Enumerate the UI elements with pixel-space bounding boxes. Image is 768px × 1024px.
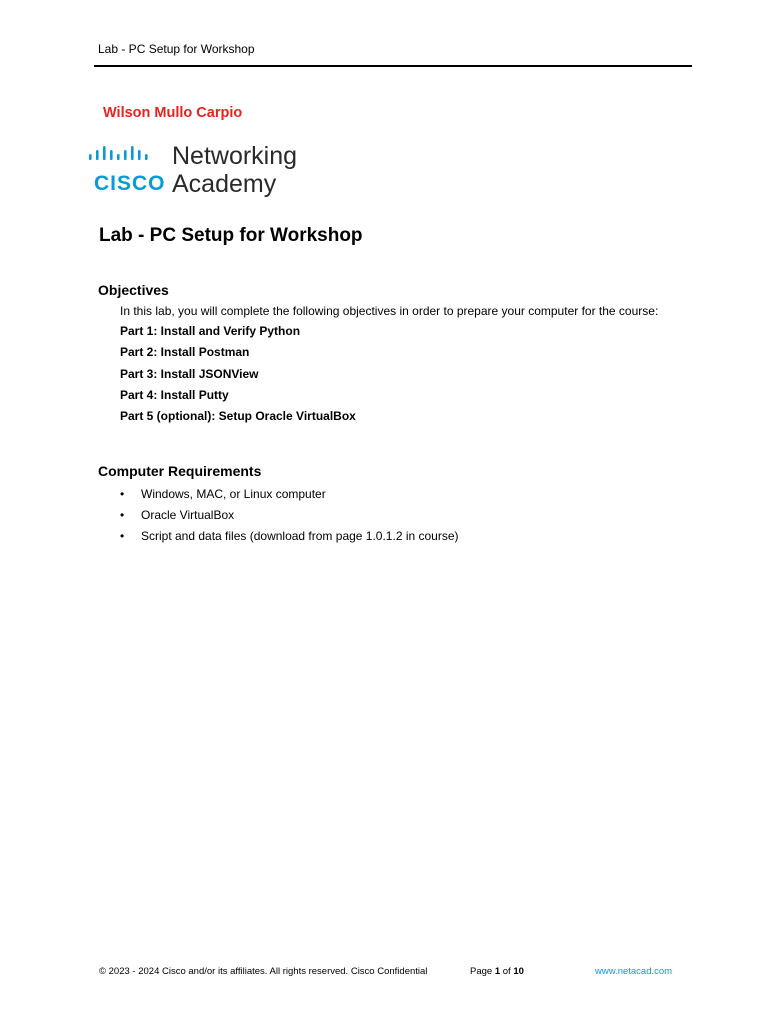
header-divider	[94, 65, 692, 67]
requirement-text: Script and data files (download from page 1.0.1.2 in course)	[141, 529, 459, 543]
requirements-list	[120, 487, 459, 550]
objective-part: Part 1: Install and Verify Python	[120, 324, 301, 338]
author-name: Wilson Mullo Carpio	[103, 105, 243, 121]
logo-cisco-text: CISCO	[94, 172, 166, 195]
objectives-heading: Objectives	[98, 282, 169, 298]
requirements-heading: Computer Requirements	[98, 463, 262, 479]
page-title: Lab - PC Setup for Workshop	[99, 225, 363, 246]
list-item	[120, 487, 459, 508]
bullet-icon: •	[120, 487, 125, 501]
cisco-networking-academy-logo	[86, 140, 326, 200]
objectives-list	[120, 323, 356, 429]
list-item	[120, 508, 459, 529]
logo-networking-text: Networking	[172, 142, 298, 170]
list-item	[120, 529, 459, 550]
footer-copyright: © 2023 - 2024 Cisco and/or its affiliates. All rights reserved. Cisco Confidential	[99, 966, 428, 977]
cisco-bridge-bars-icon	[89, 146, 148, 160]
requirement-text: Oracle VirtualBox	[141, 508, 235, 522]
footer-page-number	[470, 966, 524, 977]
page-current: 1	[494, 966, 501, 977]
header-title: Lab - PC Setup for Workshop	[98, 42, 255, 56]
footer-website-link[interactable]: www.netacad.com	[595, 966, 673, 977]
objective-part: Part 4: Install Putty	[120, 387, 229, 402]
page-total: 10	[513, 966, 524, 977]
requirement-text: Windows, MAC, or Linux computer	[141, 487, 326, 501]
page-label: Page	[470, 966, 493, 977]
objective-part: Part 5 (optional): Setup Oracle VirtualBox	[120, 409, 356, 424]
page-of: of	[502, 966, 511, 977]
objectives-intro: In this lab, you will complete the following objectives in order to prepare your computer for the course:	[120, 304, 659, 318]
bullet-icon: •	[120, 508, 125, 522]
objective-part: Part 3: Install JSONView	[120, 366, 259, 381]
logo-academy-text: Academy	[172, 170, 277, 198]
objective-part: Part 2: Install Postman	[120, 345, 250, 360]
bullet-icon: •	[120, 529, 125, 543]
